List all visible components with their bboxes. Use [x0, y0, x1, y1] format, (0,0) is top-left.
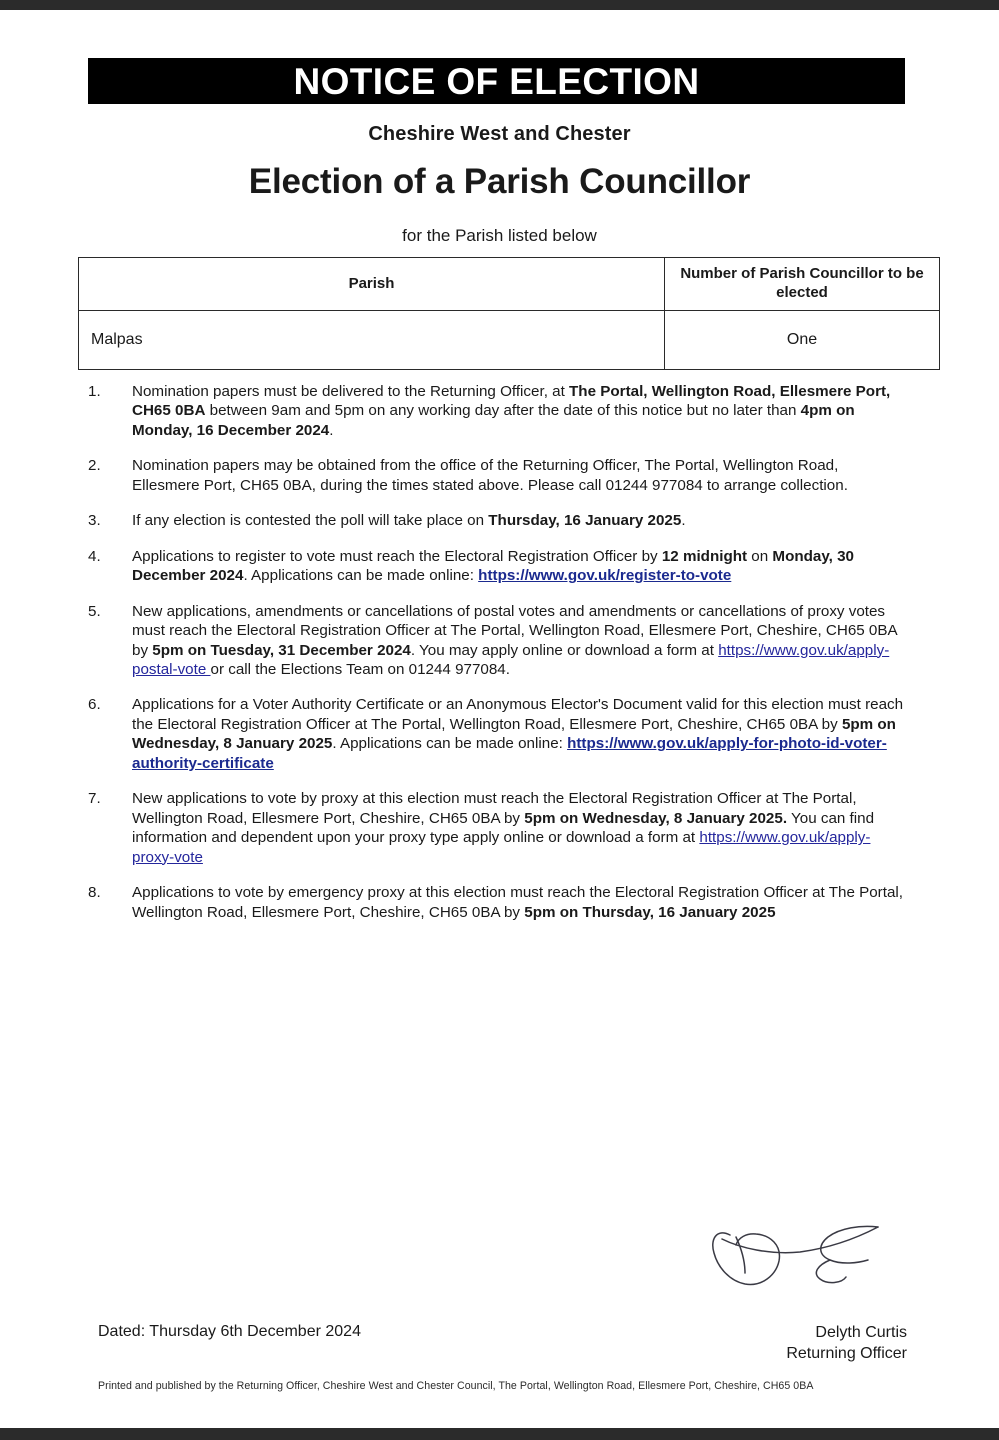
- body-text: New applications, amendments or cancellations of postal votes and amendments or cancellations of proxy votes must reach the Electoral Registration Officer at The Portal, Wellington Road, Ellesmere Port, Cheshire, CH65 0BA by: [132, 602, 897, 659]
- notice-item: [88, 511, 908, 530]
- emphasis-text: 4pm on Monday, 16 December 2024: [132, 402, 855, 439]
- notice-item: [88, 547, 908, 586]
- printed-by-line: Printed and published by the Returning Officer, Cheshire West and Chester Council, The Portal, Wellington Road, Ellesmere Port, Cheshire, CH65 0BA: [98, 1380, 814, 1392]
- notice-item-text: [132, 696, 903, 771]
- parish-table: [78, 257, 940, 370]
- notice-item-number: 6.: [88, 696, 101, 714]
- table-row: [79, 311, 940, 370]
- external-link[interactable]: https://www.gov.uk/apply-proxy-vote: [132, 829, 871, 866]
- notice-item: [88, 456, 908, 495]
- body-text: Nomination papers must be delivered to the Returning Officer, at: [132, 383, 570, 400]
- notice-banner: [88, 58, 905, 104]
- banner-title: NOTICE OF ELECTION: [293, 60, 700, 102]
- body-text: or call the Elections Team on 01244 977084.: [210, 660, 510, 678]
- dated-line: Dated: Thursday 6th December 2024: [98, 1323, 361, 1340]
- notice-item: [88, 789, 908, 867]
- notice-items-list: [88, 382, 908, 938]
- notice-item: [88, 602, 908, 680]
- emphasis-text: The Portal, Wellington Road, Ellesmere Port, CH65 0BA: [132, 383, 891, 420]
- cell-councillor-count: One: [665, 311, 940, 370]
- body-text: .: [329, 421, 334, 439]
- emphasis-text: 5pm on Wednesday, 8 January 2025.: [524, 809, 788, 827]
- signature-image: [700, 1195, 915, 1315]
- body-text: Nomination papers may be obtained from the office of the Returning Officer, The Portal, Wellington Road, Ellesmere Port, CH65 0BA, during the times stated above. Please call 01244 977084 to arrange collection.: [132, 457, 848, 494]
- external-link[interactable]: https://www.gov.uk/register-to-vote: [478, 567, 732, 585]
- notice-item: [88, 382, 908, 440]
- notice-item-number: 8.: [88, 884, 101, 902]
- notice-item: [88, 695, 908, 773]
- notice-item-text: [132, 512, 686, 529]
- cell-parish-name: Malpas: [79, 311, 665, 370]
- viewer-bottom-bar: [0, 1428, 999, 1440]
- body-text: Applications to vote by emergency proxy at this election must reach the Electoral Registration Officer at The Portal, Wellington Road, Ellesmere Port, Cheshire, CH65 0BA by: [132, 884, 904, 921]
- notice-item-text: [132, 548, 854, 584]
- column-header-councillor-count: Number of Parish Councillor to be elected: [665, 258, 940, 311]
- notice-item-text: [132, 884, 903, 920]
- body-text: Applications for a Voter Authority Certificate or an Anonymous Elector's Document valid for this election must reach the Electoral Registration Officer at The Portal, Wellington Road, Ellesmere Port, Cheshire, CH65 0BA by: [132, 696, 904, 733]
- body-text: . Applications can be made online:: [243, 567, 479, 585]
- emphasis-text: Thursday, 16 January 2025: [488, 512, 682, 530]
- page-title: Election of a Parish Councillor: [248, 162, 751, 201]
- emphasis-text: 5pm on Thursday, 16 January 2025: [524, 903, 776, 921]
- officer-role: Returning Officer: [786, 1344, 907, 1362]
- notice-item-text: [132, 383, 890, 439]
- table-body: [79, 311, 940, 370]
- signoff-block: [786, 1323, 907, 1365]
- notice-item-text: [132, 457, 848, 493]
- body-text: If any election is contested the poll will take place on: [132, 512, 489, 530]
- table-header-row: [79, 258, 940, 311]
- council-name: Cheshire West and Chester: [368, 123, 631, 145]
- body-text: on: [747, 547, 773, 565]
- notice-item-number: 1.: [88, 383, 101, 400]
- notice-item-number: 3.: [88, 512, 101, 530]
- column-header-parish: Parish: [79, 258, 665, 311]
- body-text: Applications to register to vote must reach the Electoral Registration Officer by: [132, 547, 662, 565]
- notice-item: [88, 883, 908, 922]
- emphasis-text: 5pm on Tuesday, 31 December 2024: [152, 641, 411, 659]
- emphasis-text: 5pm on Wednesday, 8 January 2025: [132, 715, 896, 753]
- body-text: between 9am and 5pm on any working day after the date of this notice but no later than: [205, 402, 801, 420]
- emphasis-text: 12 midnight: [661, 547, 748, 565]
- body-text: New applications to vote by proxy at this election must reach the Electoral Registration Officer at The Portal, Wellington Road, Ellesmere Port, Cheshire, CH65 0BA by: [132, 790, 857, 827]
- officer-name: Delyth Curtis: [815, 1324, 907, 1341]
- external-link[interactable]: https://www.gov.uk/apply-postal-vote: [132, 641, 890, 678]
- emphasis-text: Monday, 30 December 2024: [132, 547, 855, 585]
- page-subtitle: for the Parish listed below: [402, 226, 597, 245]
- notice-item-text: [132, 603, 897, 678]
- body-text: You can find information and dependent upon your proxy type apply online or download a form at: [132, 809, 875, 847]
- document-page: [0, 10, 999, 1428]
- notice-item-number: 4.: [88, 547, 101, 565]
- notice-item-text: [132, 790, 874, 865]
- notice-item-number: 5.: [88, 602, 101, 620]
- viewer-top-bar: [0, 0, 999, 10]
- notice-item-number: 7.: [88, 790, 101, 808]
- notice-item-number: 2.: [88, 457, 101, 475]
- body-text: . Applications can be made online:: [332, 735, 568, 753]
- external-link[interactable]: https://www.gov.uk/apply-for-photo-id-voter-authority-certificate: [132, 735, 887, 772]
- body-text: . You may apply online or download a form at: [410, 641, 719, 659]
- body-text: .: [681, 512, 686, 530]
